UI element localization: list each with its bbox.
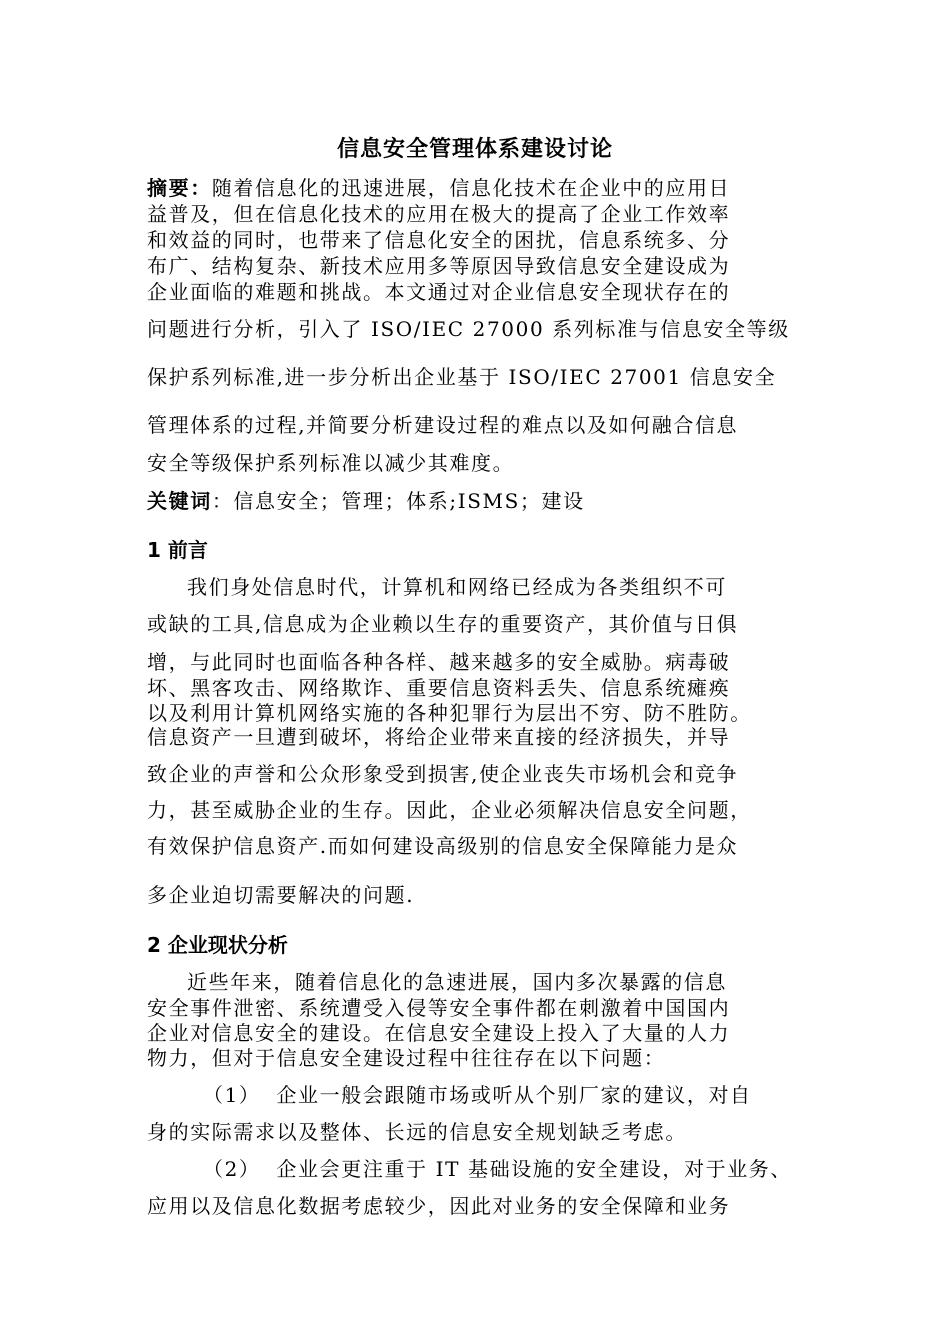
list-item-text: 企业会更注重于 IT 基础设施的安全建设，对于业务、 [276,1157,793,1181]
list-item [203,1083,883,1107]
list-item [203,1157,883,1181]
paragraph-line: 应用以及信息化数据考虑较少，因此对业务的安全保障和业务 [147,1194,731,1218]
paragraph-line: 力，甚至威胁企业的生存。因此，企业必须解决信息安全问题， [147,798,752,822]
paragraph-line: 安全事件泄密、系统遭受入侵等安全事件都在刺激着中国国内 [147,996,731,1020]
paragraph-line: 企业对信息安全的建设。在信息安全建设上投入了大量的人力 [147,1021,731,1045]
abstract-text: 随着信息化的迅速进展，信息化技术在企业中的应用日 [211,176,731,200]
abstract-line: 保护系列标准,进一步分析出企业基于 ISO/IEC 27001 信息安全 [147,365,777,389]
paragraph-line: 物力，但对于信息安全建设过程中往往存在以下问题： [147,1046,666,1070]
list-item-text: 企业一般会跟随市场或听从个别厂家的建议，对自 [276,1083,752,1107]
abstract-line: 问题进行分析，引入了 ISO/IEC 27000 系列标准与信息安全等级 [147,317,790,341]
abstract-line: 企业面临的难题和挑战。本文通过对企业信息安全现状存在的 [147,280,731,304]
section-heading: 2 企业现状分析 [147,933,288,957]
paragraph-line: 近些年来，随着信息化的急速进展，国内多次暴露的信息 [187,970,727,994]
keywords-label: 关键词 [147,489,212,513]
keywords-line [147,489,827,513]
document-title: 信息安全管理体系建设讨论 [336,137,613,162]
list-item-marker: （1） [203,1083,261,1107]
paragraph-line: 身的实际需求以及整体、长远的信息安全规划缺乏考虑。 [147,1120,687,1144]
keywords-text: ：信息安全；管理；体系;ISMS；建设 [211,489,585,513]
paragraph-line: 以及利用计算机网络实施的各种犯罪行为层出不穷、防不胜防。 [147,701,752,725]
paragraph-line: 多企业迫切需要解决的问题. [147,883,415,907]
abstract-line [147,176,827,200]
abstract-line: 安全等级保护系列标准以减少其难度。 [147,451,515,475]
paragraph-line: 信息资产一旦遭到破坏，将给企业带来直接的经济损失，并导 [147,725,731,749]
section-heading: 1 前言 [147,538,208,562]
abstract-line: 布广、结构复杂、新技术应用多等原因导致信息安全建设成为 [147,254,731,278]
paragraph-line: 我们身处信息时代，计算机和网络已经成为各类组织不可 [187,575,727,599]
paragraph-line: 增，与此同时也面临各种各样、越来越多的安全威胁。病毒破 [147,650,731,674]
paragraph-line: 坏、黑客攻击、网络欺诈、重要信息资料丢失、信息系统瘫痪 [147,676,731,700]
abstract-line: 益普及，但在信息化技术的应用在极大的提高了企业工作效率 [147,202,731,226]
paragraph-line: 有效保护信息资产.而如何建设高级别的信息安全保障能力是众 [147,834,739,858]
list-item-marker: （2） [203,1157,261,1181]
paragraph-line: 致企业的声誉和公众形象受到损害,使企业丧失市场机会和竞争 [147,762,739,786]
paragraph-line: 或缺的工具,信息成为企业赖以生存的重要资产，其价值与日俱 [147,612,739,636]
abstract-line: 和效益的同时，也带来了信息化安全的困扰，信息系统多、分 [147,228,731,252]
abstract-line: 管理体系的过程,并简要分析建设过程的难点以及如何融合信息 [147,413,739,437]
abstract-label: 摘要： [147,176,212,200]
